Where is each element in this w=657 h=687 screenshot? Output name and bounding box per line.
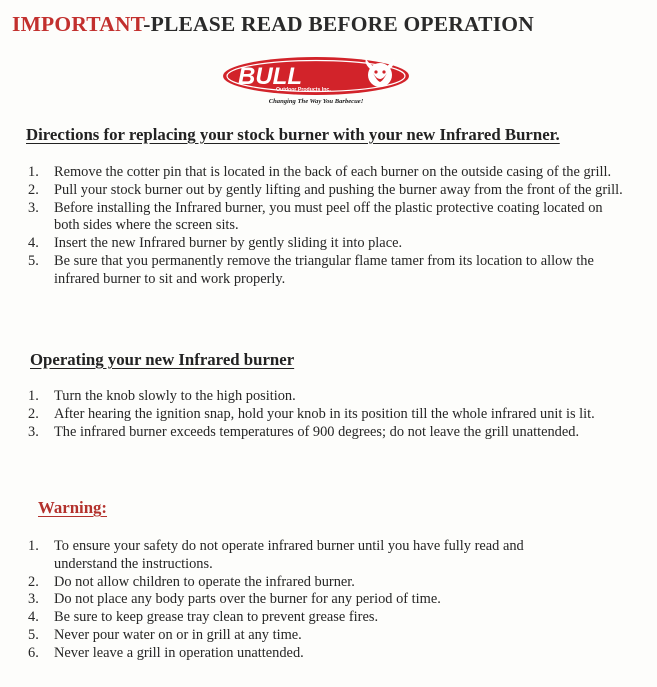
warning-list xyxy=(28,538,588,663)
item-number: 1. xyxy=(28,388,39,404)
operating-heading: Operating your new Infrared burner xyxy=(30,350,295,369)
logo-tagline-text: Changing The Way You Barbecue! xyxy=(268,98,364,105)
item-number: 2. xyxy=(28,573,39,590)
item-text: Do not place any body parts over the burner for any period of time. xyxy=(54,591,441,608)
item-number: 1. xyxy=(28,164,39,180)
directions-heading: Directions for replacing your stock burner with your new Infrared Burner. xyxy=(26,125,560,144)
warning-item xyxy=(28,591,588,609)
logo-brand-text: BULL xyxy=(238,63,302,90)
item-text: Turn the knob slowly to the high position. xyxy=(54,388,296,404)
page-title xyxy=(12,12,534,37)
item-number: 4. xyxy=(28,235,39,252)
operating-item xyxy=(28,424,628,442)
warning-item xyxy=(28,627,588,645)
operating-item xyxy=(28,388,628,406)
directions-item xyxy=(28,182,628,200)
directions-item xyxy=(28,164,628,182)
item-number: 5. xyxy=(28,626,39,643)
warning-item xyxy=(28,609,588,627)
item-number: 1. xyxy=(28,538,39,554)
warning-item xyxy=(28,538,588,574)
item-text: Be sure to keep grease tray clean to prevent grease fires. xyxy=(54,609,379,626)
item-number: 2. xyxy=(28,181,39,198)
operating-item xyxy=(28,406,628,424)
operating-list xyxy=(28,388,628,441)
item-number: 5. xyxy=(28,252,39,269)
item-number: 2. xyxy=(28,405,39,422)
directions-list xyxy=(28,164,628,289)
bull-logo xyxy=(220,55,412,107)
item-text: Never pour water on or in grill at any time. xyxy=(54,626,302,643)
item-number: 4. xyxy=(28,609,39,626)
item-text: Do not allow children to operate the infrared burner. xyxy=(54,573,355,590)
item-text: After hearing the ignition snap, hold your knob in its position till the whole infrared unit is lit. xyxy=(54,405,595,422)
warning-heading: Warning: xyxy=(38,498,108,517)
title-rest: -PLEASE READ BEFORE OPERATION xyxy=(143,12,534,36)
warning-item xyxy=(28,574,588,592)
item-number: 3. xyxy=(28,199,39,216)
item-number: 3. xyxy=(28,591,39,608)
bull-logo-graphic xyxy=(220,55,412,107)
item-text: Be sure that you permanently remove the triangular flame tamer from its location to allow the infrared burner to sit and work properly. xyxy=(54,252,594,287)
title-important: IMPORTANT xyxy=(12,12,144,36)
item-text: Insert the new Infrared burner by gently sliding it into place. xyxy=(54,235,403,252)
directions-item xyxy=(28,235,628,253)
item-text: Pull your stock burner out by gently lifting and pushing the burner away from the front of the grill. xyxy=(54,181,623,198)
item-text: Before installing the Infrared burner, you must peel off the plastic protective coating located on both sides where the screen sits. xyxy=(54,199,603,234)
item-number: 3. xyxy=(28,423,39,440)
item-text: Remove the cotter pin that is located in the back of each burner on the outside casing of the grill. xyxy=(54,164,612,180)
directions-item xyxy=(28,253,628,289)
item-text: To ensure your safety do not operate infrared burner until you have fully read and understand the instructions. xyxy=(54,538,524,572)
logo-subtitle-text: Outdoor Products Inc. xyxy=(276,87,331,93)
warning-item xyxy=(28,645,588,663)
item-text: The infrared burner exceeds temperatures of 900 degrees; do not leave the grill unattended. xyxy=(54,423,580,440)
item-text: Never leave a grill in operation unattended. xyxy=(54,644,304,661)
directions-item xyxy=(28,200,628,236)
item-number: 6. xyxy=(28,644,39,661)
